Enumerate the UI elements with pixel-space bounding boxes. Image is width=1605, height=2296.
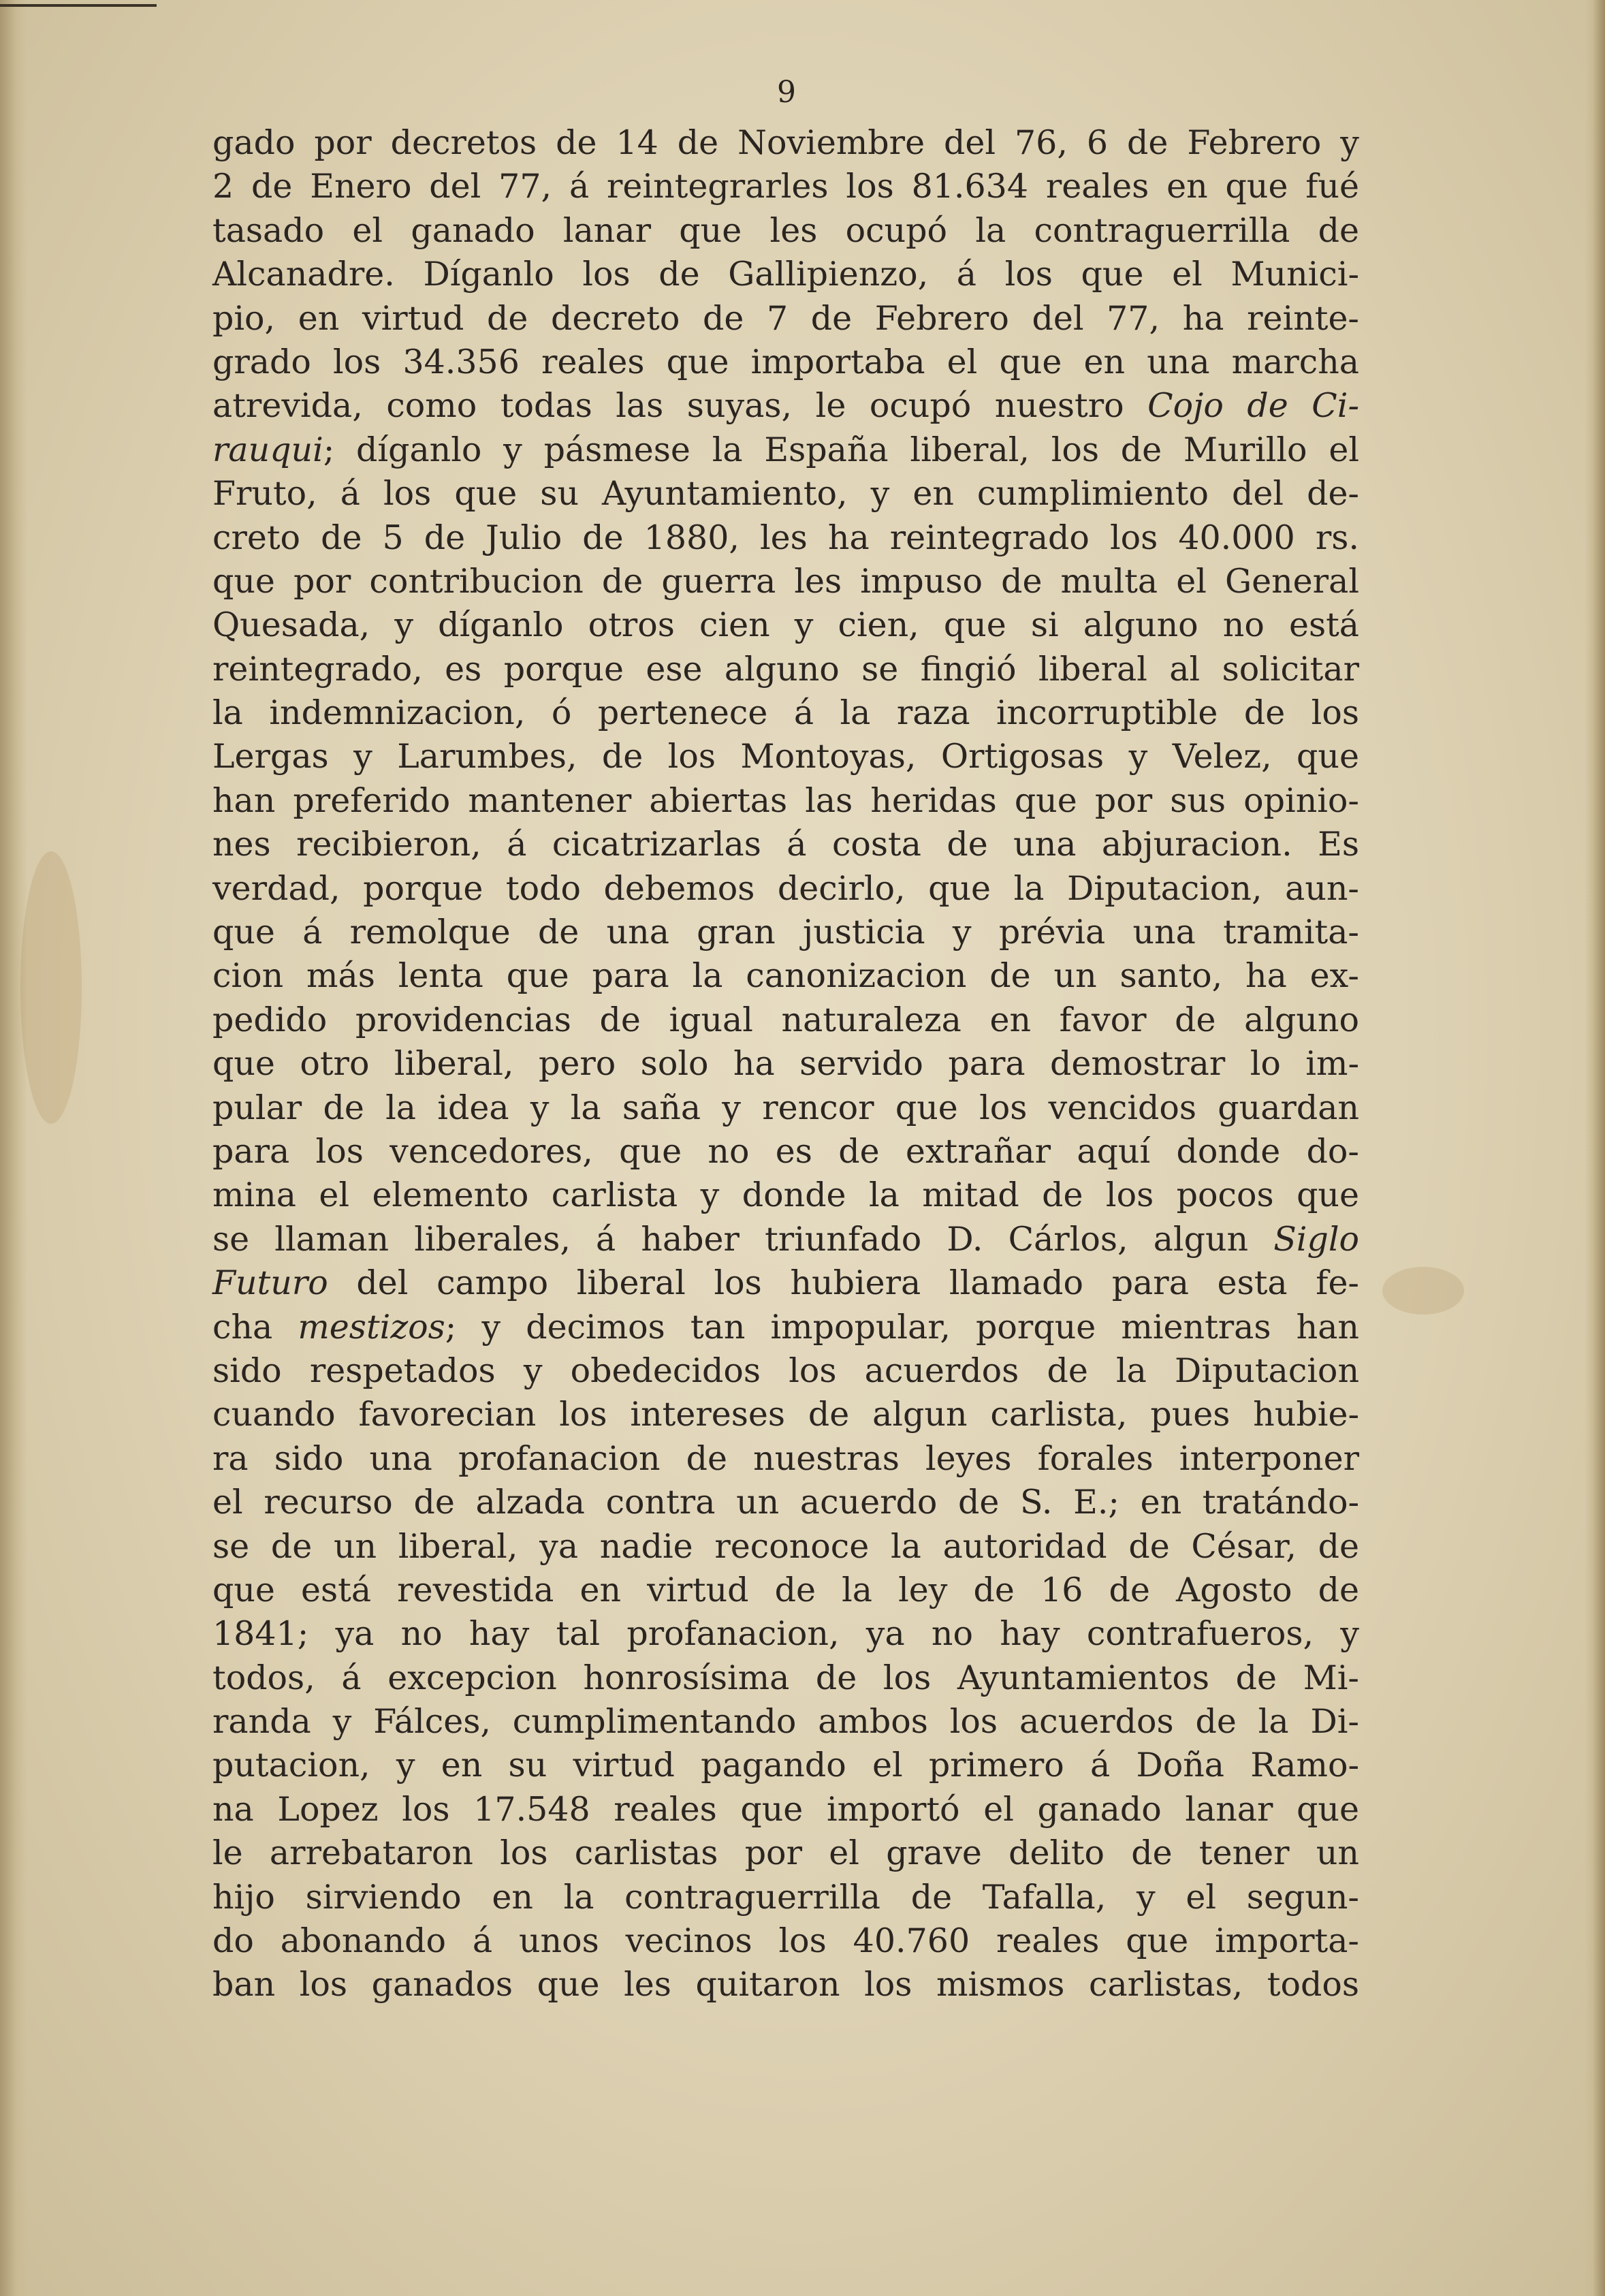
text-line — [212, 341, 1359, 384]
text-line — [212, 1130, 1359, 1174]
page-edge-right — [1585, 0, 1605, 2296]
page-number: 9 — [777, 75, 796, 110]
text-line — [212, 954, 1359, 998]
text-run: atrevida, como todas las suyas, le ocupó nuestro — [212, 386, 1148, 426]
italic-text: Siglo — [1273, 1219, 1359, 1259]
paper-stain — [20, 851, 82, 1124]
text-run: el recurso de alzada contra un acuerdo de S. E.; en tratándo- — [212, 1483, 1359, 1522]
top-edge-mark — [0, 4, 157, 7]
text-run: se llaman liberales, á haber triunfado D. Cárlos, algun — [212, 1219, 1274, 1259]
text-line — [212, 735, 1359, 779]
text-run: que otro liberal, pero solo ha servido para demostrar lo im- — [212, 1044, 1359, 1084]
text-line — [212, 1788, 1359, 1831]
text-line — [212, 384, 1359, 428]
text-run: Fruto, á los que su Ayuntamiento, y en cumplimiento del de- — [212, 474, 1359, 514]
text-run: verdad, porque todo debemos decirlo, que la Diputacion, aun- — [212, 868, 1359, 908]
text-run: para los vencedores, que no es de extrañar aquí donde do- — [212, 1131, 1359, 1171]
text-run: putacion, y en su virtud pagando el primero á Doña Ramo- — [212, 1746, 1359, 1785]
text-run: cion más lenta que para la canonizacion de un santo, ha ex- — [212, 956, 1359, 996]
paper-stain — [1382, 1267, 1464, 1315]
text-run: pedido providencias de igual naturaleza en favor de alguno — [212, 1000, 1359, 1039]
text-line — [212, 1437, 1359, 1481]
text-run: la indemnizacion, ó pertenece á la raza incorruptible de los — [212, 693, 1359, 733]
text-line — [212, 1525, 1359, 1569]
text-run: cuando favorecian los intereses de algun carlista, pues hubie- — [212, 1395, 1359, 1434]
text-run: hijo sirviendo en la contraguerrilla de Tafalla, y el segun- — [212, 1877, 1359, 1917]
text-run: reintegrado, es porque ese alguno se fingió liberal al solicitar — [212, 649, 1359, 689]
italic-text: Cojo de Ci- — [1147, 386, 1360, 426]
text-run: del campo liberal los hubiera llamado para esta fe- — [328, 1263, 1359, 1303]
text-run: mina el elemento carlista y donde la mitad de los pocos que — [212, 1176, 1359, 1215]
text-run: ; y decimos tan impopular, porque mientras han — [445, 1307, 1359, 1347]
text-line — [212, 911, 1359, 954]
text-run: le arrebataron los carlistas por el grave delito de tener un — [212, 1834, 1359, 1873]
text-line — [212, 253, 1359, 296]
text-line — [212, 1218, 1359, 1261]
text-line — [212, 1963, 1359, 2007]
text-line — [212, 998, 1359, 1042]
italic-text: Futuro — [212, 1263, 328, 1303]
text-line — [212, 1261, 1359, 1305]
text-run: que á remolque de una gran justicia y prévia una tramita- — [212, 913, 1359, 952]
text-line — [212, 1831, 1359, 1875]
text-line — [212, 1612, 1359, 1656]
text-run: ra sido una profanacion de nuestras leyes forales interponer — [212, 1438, 1359, 1478]
text-line — [212, 1174, 1359, 1217]
text-line — [212, 428, 1359, 472]
text-line — [212, 1569, 1359, 1612]
text-run: Quesada, y díganlo otros cien y cien, que si alguno no está — [212, 606, 1359, 645]
text-run: gado por decretos de 14 de Noviembre del 76, 6 de Febrero y — [212, 123, 1359, 162]
text-line — [212, 779, 1359, 823]
text-run: sido respetados y obedecidos los acuerdos de la Diputacion — [212, 1351, 1359, 1390]
text-line — [212, 823, 1359, 866]
text-line — [212, 560, 1359, 603]
text-line — [212, 648, 1359, 691]
text-line — [212, 867, 1359, 911]
text-run: na Lopez los 17.548 reales que importó el ganado lanar que — [212, 1789, 1359, 1829]
text-run: do abonando á unos vecinos los 40.760 reales que importa- — [212, 1921, 1359, 1961]
text-line — [212, 297, 1359, 341]
text-line — [212, 1481, 1359, 1524]
page-edge-left — [0, 0, 27, 2296]
text-line — [212, 1042, 1359, 1086]
text-run: pular de la idea y la saña y rencor que los vencidos guardan — [212, 1088, 1359, 1127]
text-line — [212, 1700, 1359, 1744]
text-run: ; díganlo y pásmese la España liberal, los de Murillo el — [323, 430, 1359, 469]
text-line — [212, 1876, 1359, 1919]
text-run: Alcanadre. Díganlo los de Gallipienzo, á los que el Munici- — [212, 255, 1359, 294]
text-run: pio, en virtud de decreto de 7 de Febrero del 77, ha reinte- — [212, 298, 1359, 338]
text-line — [212, 1086, 1359, 1130]
text-line — [212, 1349, 1359, 1393]
text-run: randa y Fálces, cumplimentando ambos los acuerdos de la Di- — [212, 1702, 1359, 1742]
text-run: han preferido mantener abiertas las heridas que por sus opinio- — [212, 781, 1359, 820]
text-line — [212, 1656, 1359, 1700]
italic-text: rauqui — [212, 430, 323, 469]
text-line — [212, 516, 1359, 560]
italic-text: mestizos — [298, 1307, 445, 1347]
text-run: cha — [212, 1307, 298, 1347]
body-text — [212, 121, 1359, 2007]
text-line — [212, 165, 1359, 208]
text-run: grado los 34.356 reales que importaba el que en una marcha — [212, 342, 1359, 381]
text-line — [212, 209, 1359, 253]
text-line — [212, 1744, 1359, 1787]
text-line — [212, 121, 1359, 165]
text-run: Lergas y Larumbes, de los Montoyas, Ortigosas y Velez, que — [212, 737, 1359, 776]
text-line — [212, 1393, 1359, 1436]
text-run: creto de 5 de Julio de 1880, les ha reintegrado los 40.000 rs. — [212, 518, 1359, 557]
text-line — [212, 1306, 1359, 1349]
text-run: nes recibieron, á cicatrizarlas á costa de una abjuracion. Es — [212, 825, 1359, 864]
text-line — [212, 472, 1359, 516]
text-line — [212, 1919, 1359, 1963]
text-run: todos, á excepcion honrosísima de los Ayuntamientos de Mi- — [212, 1658, 1359, 1697]
text-run: ban los ganados que les quitaron los mismos carlistas, todos — [212, 1965, 1359, 2004]
text-run: que está revestida en virtud de la ley de 16 de Agosto de — [212, 1570, 1359, 1609]
text-line — [212, 691, 1359, 735]
text-run: 2 de Enero del 77, á reintegrarles los 81.634 reales en que fué — [212, 167, 1359, 206]
text-run: tasado el ganado lanar que les ocupó la contraguerrilla de — [212, 210, 1359, 250]
text-run: 1841; ya no hay tal profanacion, ya no hay contrafueros, y — [212, 1614, 1359, 1654]
text-line — [212, 603, 1359, 647]
text-run: se de un liberal, ya nadie reconoce la autoridad de César, de — [212, 1526, 1359, 1566]
text-run: que por contribucion de guerra les impuso de multa el General — [212, 561, 1359, 601]
